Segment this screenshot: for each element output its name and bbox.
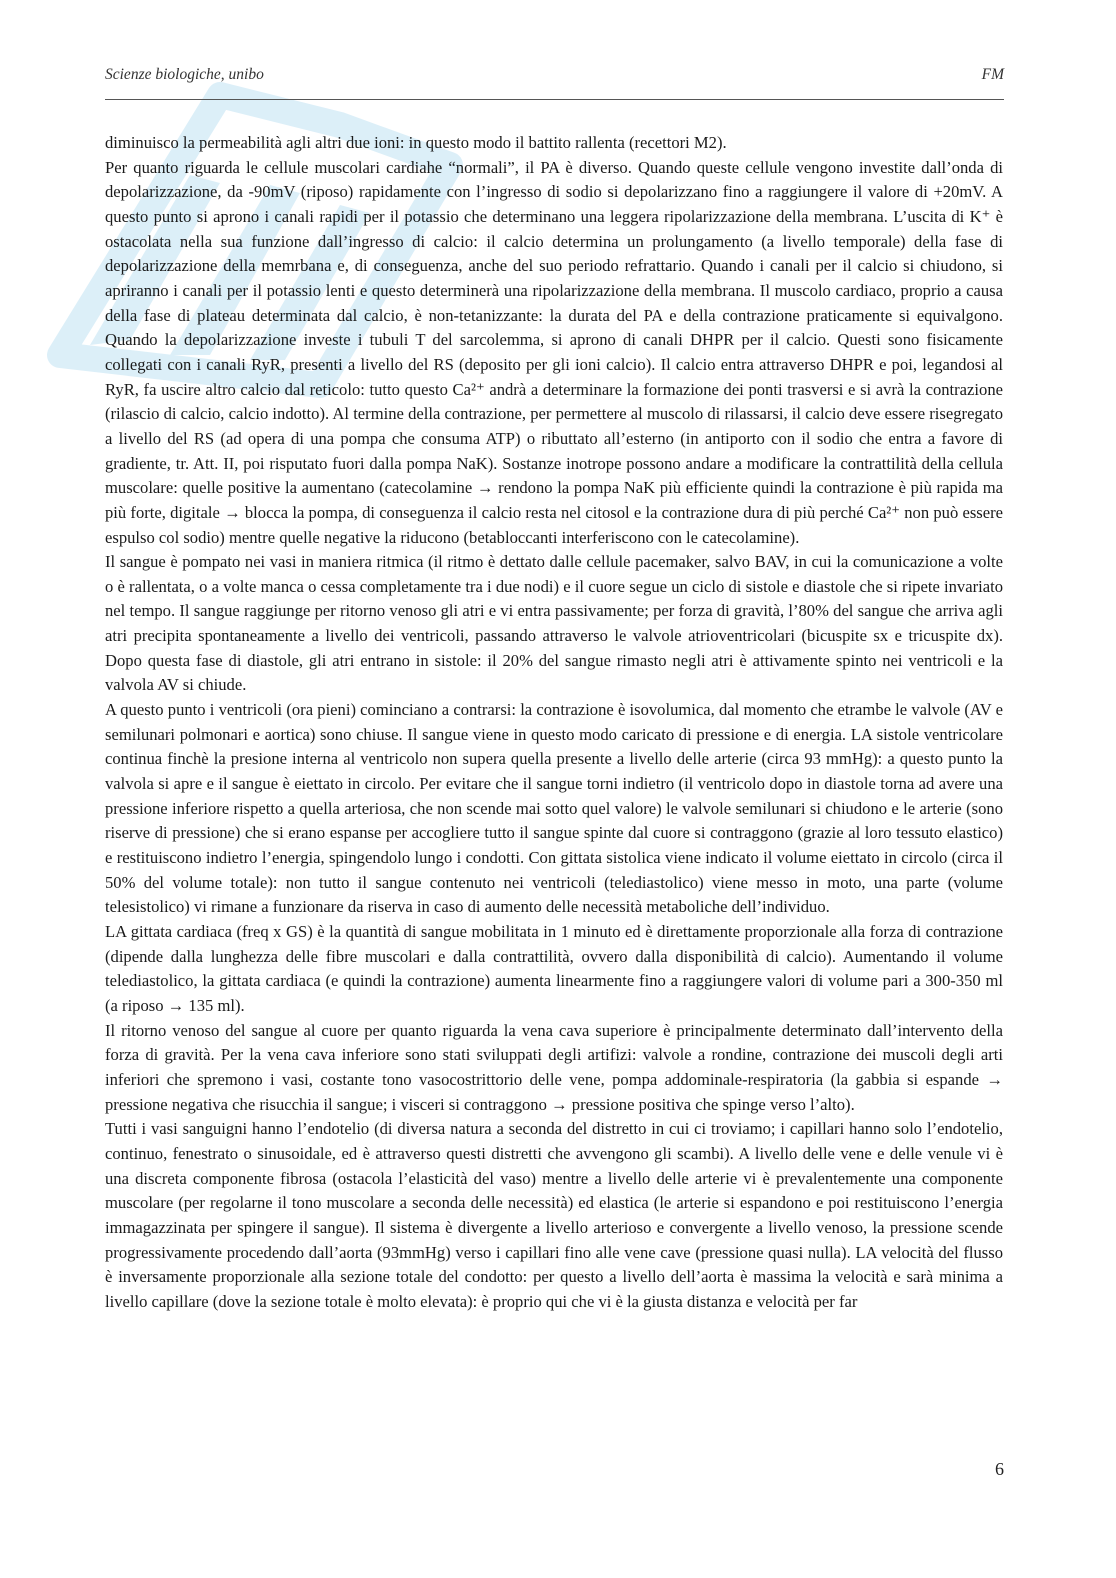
paragraph: Per quanto riguarda le cellule muscolari cardiahe “normali”, il PA è diverso. Quando queste cellule vengono investite dall’onda di depolarizzazione, da -90mV (riposo) rapidamente con l’ingresso di sodio si depolarizzano fino a raggiungere il valore di +20mV. A questo punto si aprono i canali rapidi per il potassio che determinano una leggera ripolarizzazione della membrana. L’uscita di K⁺ è ostacolata nella sua funzione dall’ingresso di calcio: il calcio determina un prolungamento (a livello temporale) della fase di depolarizzazione della memrbana e, di conseguenza, anche del suo periodo refrattario. Quando i canali per il calcio si chiudono, si apriranno i canali per il potassio lenti e questo determinerà una ripolarizzazione della membrana. Il muscolo cardiaco, proprio a causa della fase di plateau determinata dal calcio, è non-tetanizzante: la durata del PA e della contrazione praticamente si equivalgono. Quando la depolarizzazione investe i tubuli T del sarcolemma, si aprono di canali DHPR per il calcio. Questi sono fisicamente collegati con i canali RyR, presenti a livello del RS (deposito per gli ioni calcio). Il calcio entra attraverso DHPR e poi, legandosi al RyR, fa uscire altro calcio dal reticolo: tutto questo Ca²⁺ andrà a determinare la formazione dei ponti trasversi e si avrà la contrazione (rilascio di calcio, calcio indotto). Al termine della contrazione, per permettere al muscolo di rilassarsi, il calcio deve essere risegregato a livello del RS (ad opera di una pompa che consuma ATP) o ributtato all’esterno (in antiporto con il sodio che entra a favore di gradiente, tr. Att. II, poi risputato fuori dalla pompa NaK). Sostanze inotrope possono andare a modificare la contrattilità della cellula muscolare: quelle positive la aumentano (catecolamine → rendono la pompa NaK più efficiente quindi la contrazione è più rapida ma più forte, digitale → blocca la pompa, di conseguenza il calcio resta nel citosol e la contrazione dura di più perché Ca²⁺ non può essere espulso col sodio) mentre quelle negative la riducono (betabloccanti interferiscono con le catecolamine). xyxy=(105,157,1003,547)
paragraph: Tutti i vasi sanguigni hanno l’endotelio (di diversa natura a seconda del distretto in cui ci troviamo; i capillari hanno solo l’endotelio, continuo, fenestrato o sinusoidale, ed è attraverso questi distretti che avvengono gli scambi). A livello delle vene e delle venule vi è una discreta componente fibrosa (ostacola l’elasticità del vaso) mentre a livello delle arterie vi è prevalentemente una componente muscolare (per regolarne il tono muscolare a seconda delle necessità) ed elastica (le arterie si espandono e poi restituiscono l’energia immagazzinata per spingere il sangue). Il sistema è divergente a livello arterioso e convergente a livello venoso, la pressione scende progressivamente procedendo dall’aorta (93mmHg) verso i capillari fino alle vene cave (pressione quasi nulla). LA velocità del flusso è inversamente proporzionale alla sezione totale del condotto: per questo a livello dell’aorta è massima la velocità e sarà minima a livello capillare (dove la sezione totale è molto elevata): è proprio qui che vi è la giusta distanza e velocità per far xyxy=(105,1119,1003,1311)
header-divider xyxy=(105,99,1004,100)
header-course: Scienze biologiche, unibo xyxy=(105,66,264,83)
header-initials: FM xyxy=(981,66,1004,83)
paragraph: LA gittata cardiaca (freq x GS) è la quantità di sangue mobilitata in 1 minuto ed è direttamente proporzionale alla forza di contrazione (dipende dalla lunghezza delle fibre muscolari e dalla contrattilità, ovvero dalla disponibilità di calcio). Aumentando il volume telediastolico, la gittata cardiaca (e quindi la contrazione) aumenta linearmente fino a raggiungere valori di volume pari a 300-350 ml (a riposo → 135 ml). xyxy=(105,922,1003,1015)
page-header xyxy=(105,66,1004,88)
page-number: 6 xyxy=(995,1459,1004,1479)
body-text xyxy=(105,131,1003,1315)
paragraph: diminuisco la permeabilità agli altri due ioni: in questo modo il battito rallenta (recettori M2). xyxy=(105,133,727,152)
paragraph: A questo punto i ventricoli (ora pieni) cominciano a contrarsi: la contrazione è isovolumica, dal momento che etrambe le valvole (AV e semilunari polmonari e aortica) sono chiuse. Il sangue viene in questo modo caricato di pressione e di energia. LA sistole ventricolare continua finchè la presione interna al ventricolo non supera quella presente a livello delle arterie (circa 93 mmHg): a questo punto la valvola si apre e il sangue è eiettato in circolo. Per evitare che il sangue torni indietro (il ventricolo dopo in diastole torna ad avere una pressione inferiore rispetto a quella arteriosa, che non scende mai sotto quel valore) le valvole semilunari si chiudono e le arterie (sono riserve di pressione) che si erano espanse per accogliere tutto il sangue spinte dal cuore si contraggono (grazie al loro tessuto elastico) e restituiscono indietro l’energia, spingendolo lungo i condotti. Con gittata sistolica viene indicato il volume eiettato in circolo (circa il 50% del volume totale): non tutto il sangue contenuto nei ventricoli (telediastolico) viene messo in moto, una parte (volume telesistolico) vi rimane a funzionare da riserva in caso di aumento delle necessità metaboliche dell’individuo. xyxy=(105,700,1003,917)
paragraph: Il ritorno venoso del sangue al cuore per quanto riguarda la vena cava superiore è principalmente determinato dall’intervento della forza di gravità. Per la vena cava inferiore sono stati sviluppati degli artifizi: valvole a rondine, contrazione dei muscoli degli arti inferiori che spremono i vasi, costante tono vasocostrittorio delle vene, pompa addominale-respiratoria (la gabbia si espande → pressione negativa che risucchia il sangue; i visceri si contraggono → pressione positiva che spinge verso l’alto). xyxy=(105,1020,1003,1114)
paragraph: Il sangue è pompato nei vasi in maniera ritmica (il ritmo è dettato dalle cellule pacemaker, salvo BAV, in cui la comunicazione a volte o è rallentata, o a volte manca o cessa completamente tra i due nodi) e il cuore segue un ciclo di sistole e diastole che si ripete invariato nel tempo. Il sangue raggiunge per ritorno venoso gli atri e vi entra passivamente; per forza di gravità, l’80% del sangue che arriva agli atri precipita spontaneamente a livello dei ventricoli, passando attraverso le valvole atrioventricolari (bicuspite sx e tricuspite dx). Dopo questa fase di diastole, gli atri entrano in sistole: il 20% del sangue rimasto negli atri è attivamente spinto nei ventricoli e la valvola AV si chiude. xyxy=(105,552,1003,695)
